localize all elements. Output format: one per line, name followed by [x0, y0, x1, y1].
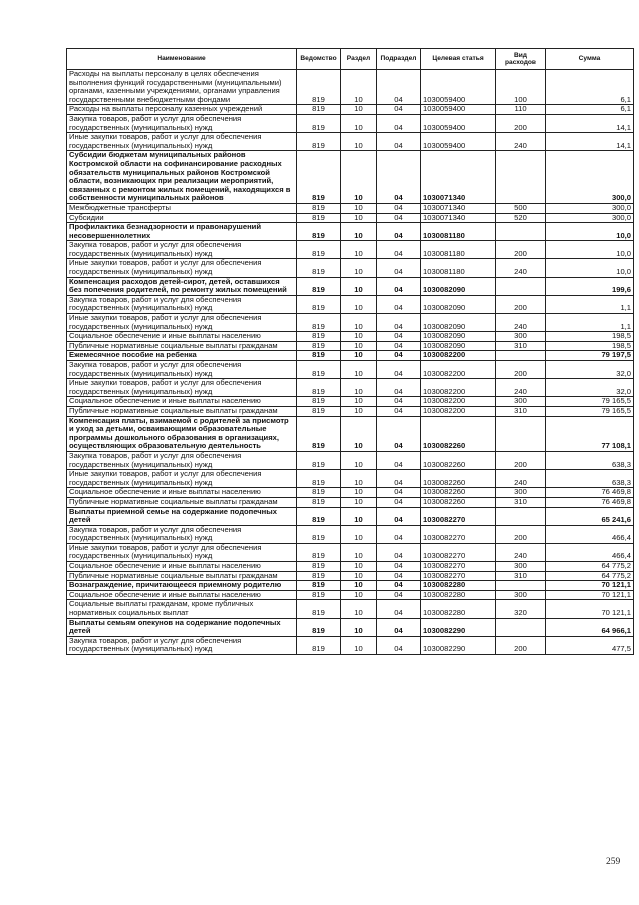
cell-vid-rashodov: 200: [496, 241, 546, 259]
cell-summa: 32,0: [546, 379, 634, 397]
cell-vedomstvo: 819: [297, 133, 341, 151]
cell-name: Закупка товаров, работ и услуг для обеспечения государственных (муниципальных) нужд: [67, 525, 297, 543]
header-summa: Сумма: [546, 49, 634, 70]
cell-vid-rashodov: [496, 416, 546, 451]
cell-razdel: 10: [341, 259, 377, 277]
cell-summa: 199,6: [546, 277, 634, 295]
cell-razdel: 10: [341, 151, 377, 204]
cell-vid-rashodov: [496, 223, 546, 241]
cell-name: Расходы на выплаты персоналу в целях обеспечения выполнения функций государственными (муниципальными) органами, казенными учреждениями, органами управления государственными внебюджетными фондами: [67, 70, 297, 105]
cell-vedomstvo: 819: [297, 332, 341, 342]
cell-razdel: 10: [341, 581, 377, 591]
cell-razdel: 10: [341, 571, 377, 581]
cell-vid-rashodov: 240: [496, 259, 546, 277]
table-row: [67, 397, 634, 407]
cell-celevaya-statya: 1030082090: [421, 314, 496, 332]
cell-name: Иные закупки товаров, работ и услуг для обеспечения государственных (муниципальных) нужд: [67, 543, 297, 561]
table-row: [67, 223, 634, 241]
table-row: [67, 600, 634, 618]
header-razdel: Раздел: [341, 49, 377, 70]
cell-razdel: 10: [341, 133, 377, 151]
cell-summa: 14,1: [546, 133, 634, 151]
cell-razdel: 10: [341, 497, 377, 507]
header-name: Наименование: [67, 49, 297, 70]
cell-vid-rashodov: 300: [496, 397, 546, 407]
cell-podrazdel: 04: [377, 70, 421, 105]
cell-podrazdel: 04: [377, 451, 421, 469]
table-row: [67, 341, 634, 351]
cell-vedomstvo: 819: [297, 397, 341, 407]
table-row: [67, 151, 634, 204]
table-row: [67, 507, 634, 525]
cell-razdel: 10: [341, 70, 377, 105]
header-celevaya-statya: Целевая статья: [421, 49, 496, 70]
cell-vid-rashodov: 300: [496, 590, 546, 600]
cell-summa: 70 121,1: [546, 590, 634, 600]
cell-vid-rashodov: 310: [496, 406, 546, 416]
cell-celevaya-statya: 1030082200: [421, 397, 496, 407]
cell-vid-rashodov: 240: [496, 379, 546, 397]
cell-podrazdel: 04: [377, 618, 421, 636]
cell-vedomstvo: 819: [297, 488, 341, 498]
table-body: [67, 70, 634, 655]
cell-vedomstvo: 819: [297, 341, 341, 351]
table-row: [67, 488, 634, 498]
cell-vedomstvo: 819: [297, 70, 341, 105]
cell-vid-rashodov: 200: [496, 451, 546, 469]
cell-razdel: 10: [341, 351, 377, 361]
cell-razdel: 10: [341, 488, 377, 498]
cell-summa: 466,4: [546, 525, 634, 543]
cell-podrazdel: 04: [377, 213, 421, 223]
cell-podrazdel: 04: [377, 497, 421, 507]
cell-podrazdel: 04: [377, 600, 421, 618]
cell-podrazdel: 04: [377, 259, 421, 277]
cell-name: Закупка товаров, работ и услуг для обеспечения государственных (муниципальных) нужд: [67, 241, 297, 259]
cell-name: Закупка товаров, работ и услуг для обеспечения государственных (муниципальных) нужд: [67, 451, 297, 469]
cell-celevaya-statya: 1030082280: [421, 590, 496, 600]
budget-sheet: [66, 48, 633, 655]
cell-podrazdel: 04: [377, 241, 421, 259]
cell-vid-rashodov: [496, 351, 546, 361]
cell-razdel: 10: [341, 223, 377, 241]
cell-celevaya-statya: 1030082270: [421, 543, 496, 561]
cell-summa: 1,1: [546, 314, 634, 332]
cell-celevaya-statya: 1030059400: [421, 105, 496, 115]
cell-razdel: 10: [341, 618, 377, 636]
cell-summa: 32,0: [546, 361, 634, 379]
cell-celevaya-statya: 1030082200: [421, 351, 496, 361]
cell-summa: 466,4: [546, 543, 634, 561]
table-row: [67, 277, 634, 295]
table-row: [67, 562, 634, 572]
cell-vedomstvo: 819: [297, 379, 341, 397]
cell-podrazdel: 04: [377, 341, 421, 351]
cell-razdel: 10: [341, 379, 377, 397]
cell-vid-rashodov: 300: [496, 562, 546, 572]
cell-razdel: 10: [341, 105, 377, 115]
cell-name: Иные закупки товаров, работ и услуг для обеспечения государственных (муниципальных) нужд: [67, 379, 297, 397]
table-row: [67, 70, 634, 105]
cell-name: Закупка товаров, работ и услуг для обеспечения государственных (муниципальных) нужд: [67, 636, 297, 654]
cell-razdel: 10: [341, 213, 377, 223]
cell-summa: 64 966,1: [546, 618, 634, 636]
cell-vedomstvo: 819: [297, 314, 341, 332]
cell-celevaya-statya: 1030082200: [421, 361, 496, 379]
cell-razdel: 10: [341, 277, 377, 295]
cell-vid-rashodov: 200: [496, 525, 546, 543]
cell-summa: 6,1: [546, 70, 634, 105]
cell-name: Социальные выплаты гражданам, кроме публичных нормативных социальных выплат: [67, 600, 297, 618]
cell-name: Ежемесячное пособие на ребенка: [67, 351, 297, 361]
cell-celevaya-statya: 1030081180: [421, 241, 496, 259]
cell-podrazdel: 04: [377, 114, 421, 132]
header-vedomstvo: Ведомство: [297, 49, 341, 70]
cell-vid-rashodov: 200: [496, 636, 546, 654]
table-row: [67, 543, 634, 561]
cell-vedomstvo: 819: [297, 259, 341, 277]
table-row: [67, 361, 634, 379]
cell-name: Публичные нормативные социальные выплаты гражданам: [67, 497, 297, 507]
cell-celevaya-statya: 1030082090: [421, 277, 496, 295]
cell-podrazdel: 04: [377, 379, 421, 397]
cell-vedomstvo: 819: [297, 636, 341, 654]
cell-celevaya-statya: 1030082260: [421, 416, 496, 451]
cell-name: Субсидии бюджетам муниципальных районов Костромской области на софинансирование расходных обязательств муниципальных районов Костромской области, возникающих при реализации мероприятий, связанных с ремонтом жилых помещений, находящихся в собственности муниципальных районов: [67, 151, 297, 204]
cell-celevaya-statya: 1030082260: [421, 488, 496, 498]
table-row: [67, 213, 634, 223]
cell-name: Профилактика безнадзорности и правонарушений несовершеннолетних: [67, 223, 297, 241]
table-row: [67, 241, 634, 259]
cell-summa: 76 469,8: [546, 497, 634, 507]
cell-name: Выплаты приемной семье на содержание подопечных детей: [67, 507, 297, 525]
table-row: [67, 581, 634, 591]
cell-razdel: 10: [341, 397, 377, 407]
cell-celevaya-statya: 1030082270: [421, 525, 496, 543]
cell-celevaya-statya: 1030059400: [421, 114, 496, 132]
cell-vid-rashodov: [496, 581, 546, 591]
cell-vedomstvo: 819: [297, 497, 341, 507]
cell-celevaya-statya: 1030071340: [421, 213, 496, 223]
cell-summa: 477,5: [546, 636, 634, 654]
cell-celevaya-statya: 1030071340: [421, 151, 496, 204]
cell-podrazdel: 04: [377, 581, 421, 591]
cell-podrazdel: 04: [377, 562, 421, 572]
cell-vedomstvo: 819: [297, 351, 341, 361]
cell-razdel: 10: [341, 341, 377, 351]
cell-celevaya-statya: 1030082260: [421, 451, 496, 469]
cell-summa: 300,0: [546, 213, 634, 223]
cell-name: Иные закупки товаров, работ и услуг для обеспечения государственных (муниципальных) нужд: [67, 133, 297, 151]
cell-razdel: 10: [341, 543, 377, 561]
cell-podrazdel: 04: [377, 488, 421, 498]
cell-vedomstvo: 819: [297, 277, 341, 295]
cell-razdel: 10: [341, 406, 377, 416]
cell-name: Социальное обеспечение и иные выплаты населению: [67, 332, 297, 342]
cell-vedomstvo: 819: [297, 213, 341, 223]
page-number: 259: [606, 857, 621, 867]
cell-vid-rashodov: [496, 277, 546, 295]
cell-vid-rashodov: 200: [496, 361, 546, 379]
cell-vedomstvo: 819: [297, 562, 341, 572]
cell-name: Расходы на выплаты персоналу казенных учреждений: [67, 105, 297, 115]
table-row: [67, 525, 634, 543]
cell-vedomstvo: 819: [297, 543, 341, 561]
cell-summa: 10,0: [546, 241, 634, 259]
cell-vid-rashodov: [496, 618, 546, 636]
cell-podrazdel: 04: [377, 105, 421, 115]
table-row: [67, 416, 634, 451]
cell-razdel: 10: [341, 203, 377, 213]
cell-vid-rashodov: [496, 507, 546, 525]
cell-celevaya-statya: 1030071340: [421, 203, 496, 213]
table-row: [67, 133, 634, 151]
cell-vedomstvo: 819: [297, 203, 341, 213]
cell-podrazdel: 04: [377, 151, 421, 204]
cell-podrazdel: 04: [377, 571, 421, 581]
table-row: [67, 470, 634, 488]
cell-name: Публичные нормативные социальные выплаты гражданам: [67, 571, 297, 581]
cell-summa: 14,1: [546, 114, 634, 132]
cell-celevaya-statya: 1030059400: [421, 70, 496, 105]
cell-celevaya-statya: 1030082270: [421, 571, 496, 581]
cell-razdel: 10: [341, 470, 377, 488]
cell-podrazdel: 04: [377, 525, 421, 543]
cell-summa: 70 121,1: [546, 581, 634, 591]
cell-summa: 79 165,5: [546, 406, 634, 416]
cell-podrazdel: 04: [377, 351, 421, 361]
cell-vedomstvo: 819: [297, 114, 341, 132]
table-header-row: [67, 49, 634, 70]
cell-vid-rashodov: 310: [496, 497, 546, 507]
cell-podrazdel: 04: [377, 470, 421, 488]
cell-podrazdel: 04: [377, 314, 421, 332]
cell-summa: 65 241,6: [546, 507, 634, 525]
cell-vid-rashodov: 310: [496, 341, 546, 351]
cell-name: Иные закупки товаров, работ и услуг для обеспечения государственных (муниципальных) нужд: [67, 259, 297, 277]
cell-razdel: 10: [341, 241, 377, 259]
cell-vid-rashodov: 200: [496, 114, 546, 132]
table-row: [67, 618, 634, 636]
cell-podrazdel: 04: [377, 406, 421, 416]
cell-razdel: 10: [341, 416, 377, 451]
table-row: [67, 295, 634, 313]
cell-celevaya-statya: 1030082280: [421, 581, 496, 591]
header-podrazdel: Подраздел: [377, 49, 421, 70]
cell-podrazdel: 04: [377, 361, 421, 379]
cell-podrazdel: 04: [377, 590, 421, 600]
cell-vid-rashodov: 100: [496, 70, 546, 105]
cell-vid-rashodov: 240: [496, 543, 546, 561]
cell-vedomstvo: 819: [297, 361, 341, 379]
cell-celevaya-statya: 1030082260: [421, 497, 496, 507]
table-row: [67, 451, 634, 469]
cell-name: Выплаты семьям опекунов на содержание подопечных детей: [67, 618, 297, 636]
cell-podrazdel: 04: [377, 507, 421, 525]
cell-name: Межбюджетные трансферты: [67, 203, 297, 213]
cell-name: Социальное обеспечение и иные выплаты населению: [67, 488, 297, 498]
cell-razdel: 10: [341, 600, 377, 618]
cell-vedomstvo: 819: [297, 470, 341, 488]
cell-vedomstvo: 819: [297, 451, 341, 469]
cell-vid-rashodov: 110: [496, 105, 546, 115]
cell-name: Закупка товаров, работ и услуг для обеспечения государственных (муниципальных) нужд: [67, 295, 297, 313]
cell-celevaya-statya: 1030082290: [421, 636, 496, 654]
cell-podrazdel: 04: [377, 277, 421, 295]
cell-celevaya-statya: 1030082270: [421, 562, 496, 572]
cell-vid-rashodov: 240: [496, 314, 546, 332]
cell-razdel: 10: [341, 332, 377, 342]
cell-celevaya-statya: 1030081180: [421, 259, 496, 277]
cell-celevaya-statya: 1030081180: [421, 223, 496, 241]
table-row: [67, 351, 634, 361]
cell-vedomstvo: 819: [297, 525, 341, 543]
cell-podrazdel: 04: [377, 636, 421, 654]
cell-summa: 76 469,8: [546, 488, 634, 498]
cell-razdel: 10: [341, 525, 377, 543]
cell-name: Закупка товаров, работ и услуг для обеспечения государственных (муниципальных) нужд: [67, 114, 297, 132]
cell-summa: 638,3: [546, 470, 634, 488]
cell-celevaya-statya: 1030082200: [421, 379, 496, 397]
cell-vedomstvo: 819: [297, 571, 341, 581]
cell-name: Иные закупки товаров, работ и услуг для обеспечения государственных (муниципальных) нужд: [67, 314, 297, 332]
cell-vedomstvo: 819: [297, 105, 341, 115]
cell-celevaya-statya: 1030059400: [421, 133, 496, 151]
table-row: [67, 259, 634, 277]
cell-vid-rashodov: 500: [496, 203, 546, 213]
cell-podrazdel: 04: [377, 397, 421, 407]
cell-vedomstvo: 819: [297, 600, 341, 618]
cell-name: Закупка товаров, работ и услуг для обеспечения государственных (муниципальных) нужд: [67, 361, 297, 379]
table-row: [67, 379, 634, 397]
table-row: [67, 203, 634, 213]
cell-summa: 1,1: [546, 295, 634, 313]
cell-razdel: 10: [341, 507, 377, 525]
table-row: [67, 332, 634, 342]
cell-summa: 300,0: [546, 151, 634, 204]
cell-vedomstvo: 819: [297, 406, 341, 416]
cell-celevaya-statya: 1030082200: [421, 406, 496, 416]
cell-podrazdel: 04: [377, 332, 421, 342]
cell-name: Субсидии: [67, 213, 297, 223]
table-row: [67, 636, 634, 654]
cell-name: Социальное обеспечение и иные выплаты населению: [67, 562, 297, 572]
cell-razdel: 10: [341, 295, 377, 313]
cell-vid-rashodov: [496, 151, 546, 204]
cell-vedomstvo: 819: [297, 151, 341, 204]
cell-razdel: 10: [341, 114, 377, 132]
cell-vid-rashodov: 300: [496, 488, 546, 498]
cell-razdel: 10: [341, 636, 377, 654]
cell-summa: 300,0: [546, 203, 634, 213]
cell-name: Публичные нормативные социальные выплаты гражданам: [67, 406, 297, 416]
budget-table: [66, 48, 634, 655]
cell-razdel: 10: [341, 361, 377, 379]
table-row: [67, 497, 634, 507]
cell-celevaya-statya: 1030082270: [421, 507, 496, 525]
table-row: [67, 105, 634, 115]
cell-vedomstvo: 819: [297, 581, 341, 591]
cell-name: Социальное обеспечение и иные выплаты населению: [67, 397, 297, 407]
cell-vedomstvo: 819: [297, 223, 341, 241]
cell-summa: 10,0: [546, 223, 634, 241]
cell-vid-rashodov: 310: [496, 571, 546, 581]
cell-summa: 79 197,5: [546, 351, 634, 361]
table-row: [67, 314, 634, 332]
cell-summa: 77 108,1: [546, 416, 634, 451]
cell-vedomstvo: 819: [297, 241, 341, 259]
cell-summa: 79 165,5: [546, 397, 634, 407]
cell-summa: 64 775,2: [546, 571, 634, 581]
cell-celevaya-statya: 1030082280: [421, 600, 496, 618]
cell-vid-rashodov: 240: [496, 470, 546, 488]
table-row: [67, 406, 634, 416]
cell-summa: 198,5: [546, 341, 634, 351]
cell-podrazdel: 04: [377, 543, 421, 561]
cell-vedomstvo: 819: [297, 590, 341, 600]
cell-summa: 638,3: [546, 451, 634, 469]
cell-celevaya-statya: 1030082090: [421, 341, 496, 351]
cell-name: Иные закупки товаров, работ и услуг для обеспечения государственных (муниципальных) нужд: [67, 470, 297, 488]
cell-podrazdel: 04: [377, 295, 421, 313]
cell-summa: 70 121,1: [546, 600, 634, 618]
header-vid-rashodov: Вид расходов: [496, 49, 546, 70]
cell-celevaya-statya: 1030082260: [421, 470, 496, 488]
cell-vedomstvo: 819: [297, 507, 341, 525]
cell-vid-rashodov: 320: [496, 600, 546, 618]
cell-vedomstvo: 819: [297, 618, 341, 636]
table-row: [67, 571, 634, 581]
cell-razdel: 10: [341, 314, 377, 332]
cell-name: Вознаграждение, причитающееся приемному родителю: [67, 581, 297, 591]
cell-vid-rashodov: 520: [496, 213, 546, 223]
cell-razdel: 10: [341, 451, 377, 469]
table-row: [67, 590, 634, 600]
cell-celevaya-statya: 1030082090: [421, 332, 496, 342]
cell-razdel: 10: [341, 562, 377, 572]
cell-vid-rashodov: 200: [496, 295, 546, 313]
cell-celevaya-statya: 1030082290: [421, 618, 496, 636]
cell-name: Компенсация расходов детей-сирот, детей, оставшихся без попечения родителей, по ремонту жилых помещений: [67, 277, 297, 295]
cell-podrazdel: 04: [377, 416, 421, 451]
cell-razdel: 10: [341, 590, 377, 600]
cell-podrazdel: 04: [377, 133, 421, 151]
cell-name: Публичные нормативные социальные выплаты гражданам: [67, 341, 297, 351]
cell-summa: 198,5: [546, 332, 634, 342]
cell-summa: 10,0: [546, 259, 634, 277]
cell-podrazdel: 04: [377, 223, 421, 241]
cell-vid-rashodov: 240: [496, 133, 546, 151]
cell-vid-rashodov: 300: [496, 332, 546, 342]
cell-name: Компенсация платы, взимаемой с родителей за присмотр и уход за детьми, осваивающими образовательные программы дошкольного образования в организациях, осуществляющих образовательную деятельность: [67, 416, 297, 451]
table-row: [67, 114, 634, 132]
cell-summa: 6,1: [546, 105, 634, 115]
cell-vedomstvo: 819: [297, 416, 341, 451]
cell-podrazdel: 04: [377, 203, 421, 213]
cell-summa: 64 775,2: [546, 562, 634, 572]
cell-celevaya-statya: 1030082090: [421, 295, 496, 313]
cell-vedomstvo: 819: [297, 295, 341, 313]
cell-name: Социальное обеспечение и иные выплаты населению: [67, 590, 297, 600]
